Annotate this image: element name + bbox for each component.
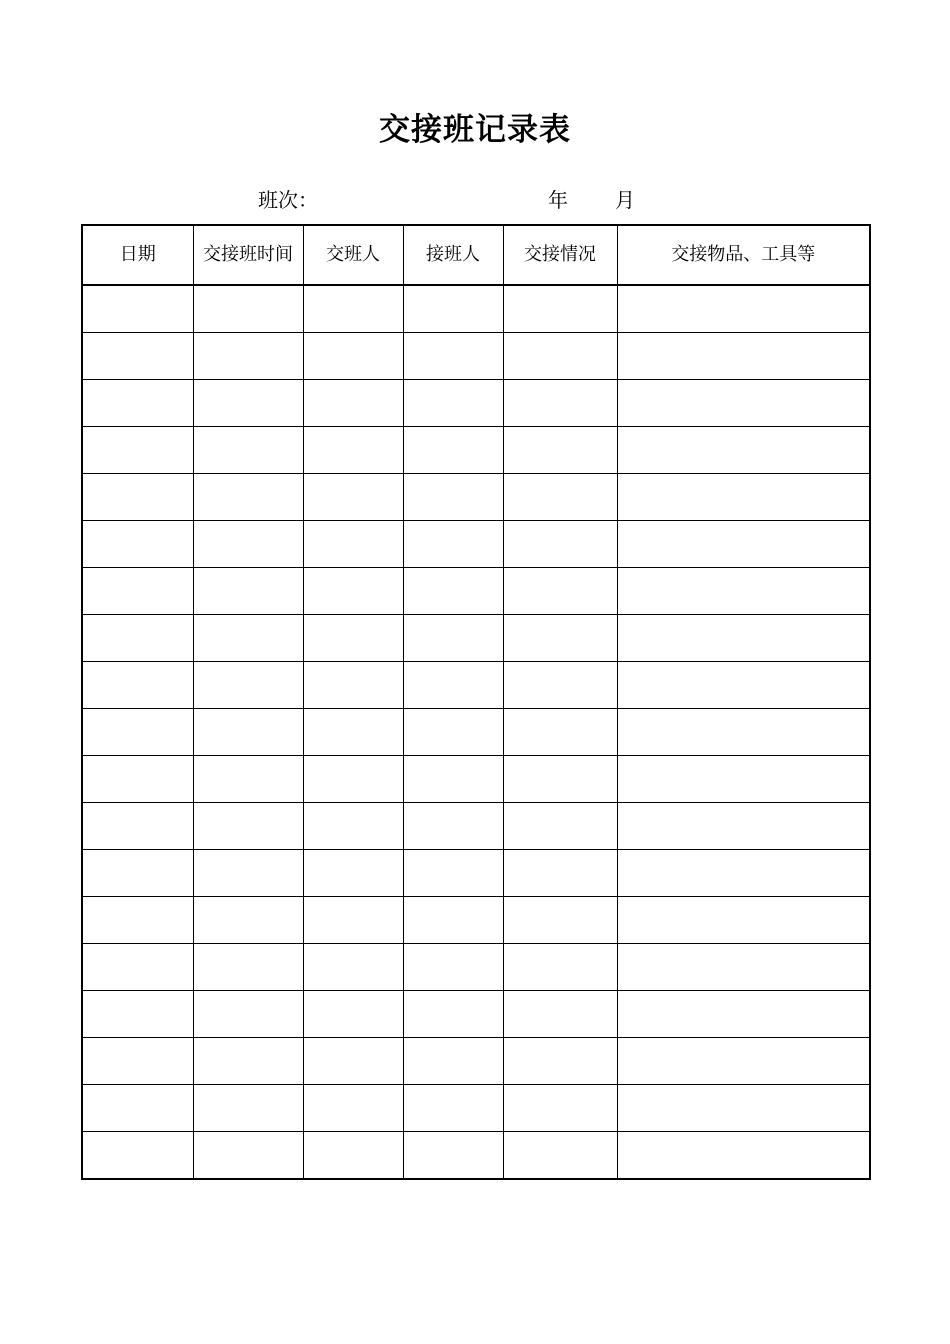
table-cell[interactable] [193, 662, 303, 709]
table-cell[interactable] [82, 991, 193, 1038]
table-cell[interactable] [503, 1085, 617, 1132]
table-cell[interactable] [403, 850, 503, 897]
table-cell[interactable] [503, 1038, 617, 1085]
table-row [82, 944, 870, 991]
table-row [82, 709, 870, 756]
table-cell[interactable] [193, 944, 303, 991]
table-cell[interactable] [193, 1038, 303, 1085]
table-cell[interactable] [82, 756, 193, 803]
table-row [82, 427, 870, 474]
table-cell[interactable] [193, 897, 303, 944]
table-row [82, 1038, 870, 1085]
table-cell[interactable] [193, 568, 303, 615]
table-row [82, 521, 870, 568]
table-cell[interactable] [617, 709, 870, 756]
table-cell[interactable] [303, 662, 403, 709]
table-cell[interactable] [617, 474, 870, 521]
table-cell[interactable] [303, 285, 403, 333]
table-cell[interactable] [403, 285, 503, 333]
table-cell[interactable] [303, 380, 403, 427]
table-cell[interactable] [617, 615, 870, 662]
table-cell[interactable] [503, 850, 617, 897]
table-row [82, 380, 870, 427]
table-cell[interactable] [403, 709, 503, 756]
table-cell[interactable] [193, 521, 303, 568]
table-cell[interactable] [303, 474, 403, 521]
table-cell[interactable] [503, 991, 617, 1038]
table-cell[interactable] [193, 285, 303, 333]
table-cell[interactable] [193, 1085, 303, 1132]
table-cell[interactable] [503, 427, 617, 474]
table-cell[interactable] [82, 1085, 193, 1132]
table-cell[interactable] [193, 991, 303, 1038]
table-body [82, 285, 870, 1179]
table-cell[interactable] [503, 803, 617, 850]
table-cell[interactable] [503, 333, 617, 380]
table-cell[interactable] [193, 709, 303, 756]
column-header-date: 日期 [82, 225, 193, 285]
column-header-taking-over-person: 接班人 [403, 225, 503, 285]
table-cell[interactable] [503, 521, 617, 568]
table-cell[interactable] [617, 662, 870, 709]
table-cell[interactable] [82, 850, 193, 897]
table-cell[interactable] [82, 803, 193, 850]
table-row [82, 474, 870, 521]
table-cell[interactable] [503, 568, 617, 615]
table-cell[interactable] [617, 285, 870, 333]
table-cell[interactable] [617, 944, 870, 991]
table-cell[interactable] [403, 615, 503, 662]
page-title: 交接班记录表 [379, 112, 571, 148]
table-cell[interactable] [617, 380, 870, 427]
table-row [82, 756, 870, 803]
table-row [82, 333, 870, 380]
table-cell[interactable] [617, 850, 870, 897]
table-cell[interactable] [303, 1085, 403, 1132]
table-cell[interactable] [82, 662, 193, 709]
column-header-handover-time: 交接班时间 [193, 225, 303, 285]
table-cell[interactable] [82, 897, 193, 944]
table-cell[interactable] [403, 568, 503, 615]
table-cell[interactable] [403, 944, 503, 991]
table-cell[interactable] [617, 803, 870, 850]
table-cell[interactable] [303, 615, 403, 662]
table-cell[interactable] [403, 1038, 503, 1085]
table-cell[interactable] [403, 333, 503, 380]
table-row [82, 615, 870, 662]
month-label: 月 [615, 188, 635, 212]
table-cell[interactable] [503, 380, 617, 427]
table-row [82, 1085, 870, 1132]
table-cell[interactable] [503, 1132, 617, 1180]
table-cell[interactable] [303, 803, 403, 850]
table-cell[interactable] [303, 1132, 403, 1180]
table-cell[interactable] [82, 1038, 193, 1085]
table-row [82, 803, 870, 850]
table-cell[interactable] [617, 568, 870, 615]
table-cell[interactable] [82, 285, 193, 333]
table-cell[interactable] [617, 333, 870, 380]
table-cell[interactable] [403, 521, 503, 568]
table-cell[interactable] [193, 427, 303, 474]
table-cell[interactable] [403, 991, 503, 1038]
column-header-handover-items: 交接物品、工具等 [617, 225, 870, 285]
table-cell[interactable] [403, 1085, 503, 1132]
table-cell[interactable] [617, 991, 870, 1038]
table-cell[interactable] [193, 474, 303, 521]
table-cell[interactable] [193, 615, 303, 662]
table-cell[interactable] [403, 380, 503, 427]
table-cell[interactable] [617, 521, 870, 568]
table-row [82, 568, 870, 615]
table-row [82, 991, 870, 1038]
table-cell[interactable] [193, 803, 303, 850]
table-cell[interactable] [82, 380, 193, 427]
table-cell[interactable] [82, 1132, 193, 1180]
table-cell[interactable] [617, 1132, 870, 1180]
table-cell[interactable] [403, 756, 503, 803]
table-cell[interactable] [503, 897, 617, 944]
table-cell[interactable] [617, 1085, 870, 1132]
column-header-handing-over-person: 交班人 [303, 225, 403, 285]
table-cell[interactable] [503, 709, 617, 756]
table-cell[interactable] [503, 285, 617, 333]
table-row [82, 897, 870, 944]
table-cell[interactable] [303, 944, 403, 991]
table-cell[interactable] [82, 944, 193, 991]
table-cell[interactable] [193, 1132, 303, 1180]
table-cell[interactable] [617, 1038, 870, 1085]
table-cell[interactable] [303, 991, 403, 1038]
table-cell[interactable] [303, 897, 403, 944]
table-cell[interactable] [303, 756, 403, 803]
table-cell[interactable] [193, 850, 303, 897]
table-cell[interactable] [303, 850, 403, 897]
table-cell[interactable] [403, 427, 503, 474]
table-cell[interactable] [82, 568, 193, 615]
table-cell[interactable] [303, 1038, 403, 1085]
header-row [82, 225, 870, 285]
table-row [82, 850, 870, 897]
table-cell[interactable] [503, 615, 617, 662]
table-cell[interactable] [303, 709, 403, 756]
table-cell[interactable] [193, 380, 303, 427]
table-cell[interactable] [617, 756, 870, 803]
table-cell[interactable] [303, 521, 403, 568]
table-row [82, 285, 870, 333]
table-cell[interactable] [193, 756, 303, 803]
table-cell[interactable] [82, 709, 193, 756]
table-cell[interactable] [403, 1132, 503, 1180]
table-cell[interactable] [82, 521, 193, 568]
table-cell[interactable] [503, 474, 617, 521]
year-label: 年 [548, 188, 568, 212]
table-cell[interactable] [403, 803, 503, 850]
table-cell[interactable] [403, 897, 503, 944]
table-cell[interactable] [82, 427, 193, 474]
table-cell[interactable] [503, 662, 617, 709]
table-cell[interactable] [503, 944, 617, 991]
table-cell[interactable] [303, 427, 403, 474]
table-cell[interactable] [403, 662, 503, 709]
table-cell[interactable] [403, 474, 503, 521]
table-row [82, 662, 870, 709]
column-header-handover-status: 交接情况 [503, 225, 617, 285]
table-cell[interactable] [82, 333, 193, 380]
table-cell[interactable] [303, 333, 403, 380]
table-cell[interactable] [303, 568, 403, 615]
handover-record-table [81, 224, 871, 1180]
shift-label: 班次： [258, 188, 318, 212]
table-cell[interactable] [82, 474, 193, 521]
table-cell[interactable] [503, 756, 617, 803]
table-cell[interactable] [617, 897, 870, 944]
table-cell[interactable] [617, 427, 870, 474]
table-row [82, 1132, 870, 1180]
table-cell[interactable] [82, 615, 193, 662]
table-cell[interactable] [193, 333, 303, 380]
